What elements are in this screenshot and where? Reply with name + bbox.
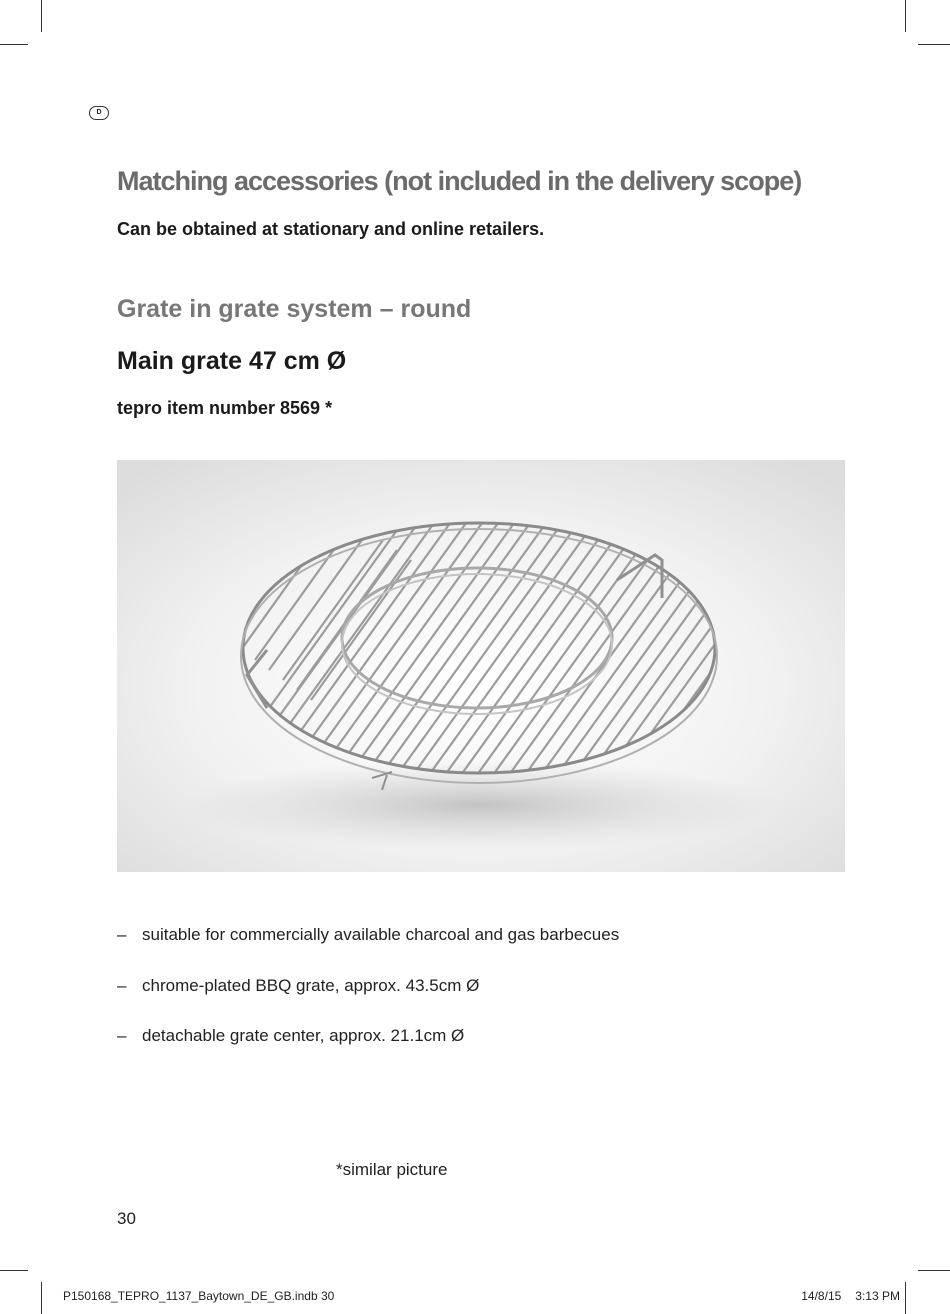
feature-item: [117, 925, 619, 945]
page-heading: Matching accessories (not included in the delivery scope): [117, 166, 802, 196]
print-slug-timestamp: [787, 1289, 900, 1303]
language-badge: D: [89, 106, 109, 120]
bullet: –: [117, 1026, 127, 1045]
crop-mark: [918, 1270, 950, 1271]
retail-note: Can be obtained at stationary and online retailers.: [117, 219, 545, 239]
crop-mark: [905, 1282, 906, 1314]
print-slug-file: P150168_TEPRO_1137_Baytown_DE_GB.indb 30: [63, 1289, 335, 1303]
feature-text: detachable grate center, approx. 21.1cm Ø: [142, 1026, 465, 1045]
print-slug-date: 14/8/15: [801, 1289, 842, 1303]
item-number: tepro item number 8569 *: [117, 398, 333, 418]
print-slug-time: 3:13 PM: [855, 1289, 900, 1303]
crop-mark: [918, 44, 950, 45]
page-number: 30: [117, 1209, 136, 1228]
crop-mark: [905, 0, 906, 32]
feature-item: [117, 976, 479, 996]
crop-mark: [0, 44, 28, 45]
footnote: *similar picture: [336, 1160, 448, 1179]
crop-mark: [0, 1270, 28, 1271]
round-grill-grate-image: [117, 460, 845, 872]
feature-item: [117, 1026, 464, 1046]
bullet: –: [117, 925, 127, 944]
crop-mark: [41, 1282, 42, 1314]
feature-text: suitable for commercially available charcoal and gas barbecues: [142, 925, 620, 944]
section-title: Grate in grate system – round: [117, 295, 472, 323]
product-title: Main grate 47 cm Ø: [117, 347, 347, 375]
crop-mark: [41, 0, 42, 32]
bullet: –: [117, 976, 127, 995]
feature-text: chrome-plated BBQ grate, approx. 43.5cm Ø: [142, 976, 480, 995]
